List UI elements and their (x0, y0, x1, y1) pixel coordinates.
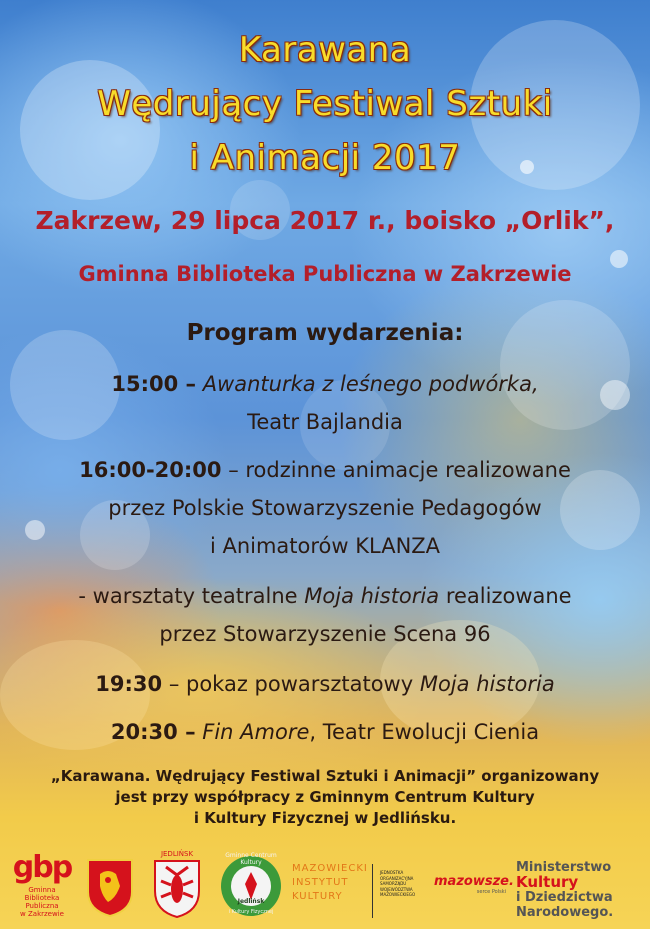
program-item-2-time: 16:00-20:00 (79, 458, 222, 482)
program-item-1-performer: Teatr Bajlandia (247, 410, 403, 434)
zakrzew-coat-of-arms-icon (86, 858, 134, 918)
mik-line-1: MAZOWIECKI (292, 863, 368, 874)
gbp-caption-1: Gminna (28, 886, 56, 894)
gbp-mark: gbp (12, 850, 72, 885)
samorzad-line-3: SAMORZĄDU (380, 881, 407, 886)
footer-note-line-1: „Karawana. Wędrujący Festiwal Sztuki i Animacji” organizowany (50, 767, 600, 785)
samorzad-label (380, 870, 434, 910)
mazowiecki-instytut-kultury-logo (292, 862, 368, 920)
program-item-3-prefix: - warsztaty teatralne (78, 584, 298, 608)
program-item-3-title: Moja historia (304, 584, 440, 608)
program-item-3-line-1 (0, 584, 650, 608)
footer-note-line-3: i Kultury Fizycznej w Jedlińsku. (193, 809, 457, 827)
sponsor-logos (0, 850, 650, 925)
program-item-4-text: – pokaz powarsztatowy (168, 672, 414, 696)
mazowsze-tag: serce Polski (476, 889, 506, 895)
gck-jedlinsk-logo (219, 854, 283, 918)
samorzad-line-2: ORGANIZACYJNA (380, 875, 414, 881)
ministerstwo-line-4: Narodowego. (516, 905, 614, 920)
poster-title-line-1: Karawana (238, 30, 412, 70)
program-item-3-suffix: realizowane (445, 584, 572, 608)
ministerstwo-line-1: Ministerstwo (516, 860, 612, 875)
jedlinsk-label: JEDLIŃSK (160, 850, 194, 858)
ministerstwo-logo (516, 860, 646, 924)
ministerstwo-line-3: i Dziedzictwa (516, 890, 613, 905)
program-item-2-line-2: przez Polskie Stowarzyszenie Pedagogów (108, 496, 542, 520)
gck-ring-text: Gminne Centrum Kultury (225, 852, 277, 866)
mazowsze-logo (434, 874, 514, 908)
gbp-caption-3: w Zakrzewie (20, 910, 64, 918)
crayfish-shield-icon (152, 859, 202, 919)
program-item-2-text: – rodzinne animacje realizowane (228, 458, 571, 482)
event-location: Zakrzew, 29 lipca 2017 r., boisko „Orlik”, (35, 206, 615, 235)
program-item-5-time: 20:30 – (110, 720, 196, 744)
samorzad-line-1: JEDNOSTKA (380, 870, 404, 875)
poster-title-line-2: Wędrujący Festiwal Sztuki (97, 84, 553, 124)
program-item-3-line-2: przez Stowarzyszenie Scena 96 (159, 622, 491, 646)
program-heading: Program wydarzenia: (186, 320, 464, 346)
program-item-5-rest: , Teatr Ewolucji Cienia (309, 720, 540, 744)
ministerstwo-line-2: Kultury (516, 873, 579, 891)
program-item-1-time: 15:00 – (111, 372, 196, 396)
samorzad-line-5: MAZOWIECKIEGO (380, 892, 416, 897)
program-item-2-line-3: i Animatorów KLANZA (209, 534, 441, 558)
samorzad-line-4: WOJEWÓDZTWA (380, 886, 413, 892)
mik-line-2: INSTYTUT (292, 877, 349, 888)
gck-name: Jedlińsk (237, 898, 265, 905)
gck-sub: i Kultury Fizycznej (228, 909, 274, 915)
program-item-1-title: Awanturka z leśnego podwórka, (202, 372, 539, 396)
gbp-logo (8, 852, 76, 922)
event-organizer: Gminna Biblioteka Publiczna w Zakrzewie (78, 262, 572, 286)
program-item-4 (0, 672, 650, 696)
jedlinsk-coat-of-arms (152, 850, 202, 920)
mazowsze-name: mazowsze. (434, 874, 514, 889)
program-item-4-time: 19:30 (95, 672, 163, 696)
program-item-1-line-1 (0, 372, 650, 396)
mik-line-3: KULTURY (292, 891, 343, 902)
gbp-caption-2: Biblioteka Publiczna (24, 894, 60, 910)
program-item-5 (0, 720, 650, 744)
program-item-5-title: Fin Amore (202, 720, 310, 744)
program-item-2-line-1 (0, 458, 650, 482)
footer-note-line-2: jest przy współpracy z Gminnym Centrum Kultury (115, 788, 535, 806)
logo-divider (372, 864, 373, 918)
program-item-4-title: Moja historia (419, 672, 555, 696)
poster-title-line-3: i Animacji 2017 (189, 138, 461, 178)
